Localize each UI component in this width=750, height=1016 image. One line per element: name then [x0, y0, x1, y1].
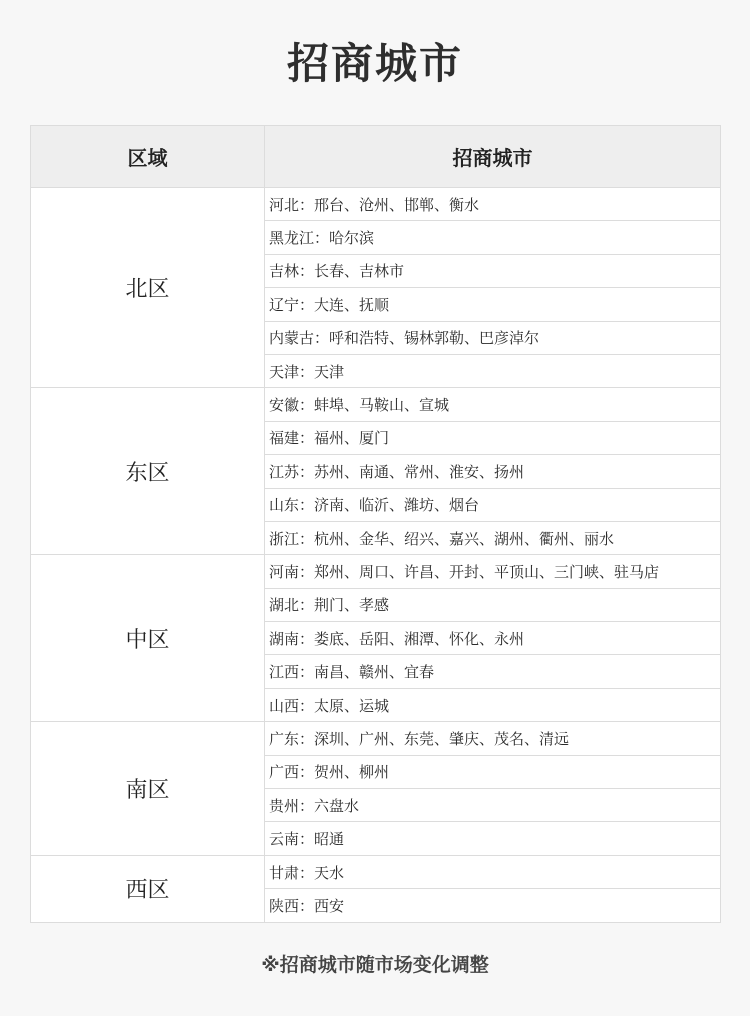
province-cities-cell: 江苏：苏州、南通、常州、淮安、扬州: [265, 455, 721, 488]
column-header-cities: 招商城市: [265, 126, 721, 188]
table-header-row: [31, 126, 721, 188]
province-cities-cell: 云南：昭通: [265, 822, 721, 855]
table-row: [31, 188, 721, 221]
province-cities-cell: 甘肃：天水: [265, 855, 721, 888]
province-cities-cell: 江西：南昌、赣州、宜春: [265, 655, 721, 688]
province-cities-cell: 广西：贺州、柳州: [265, 755, 721, 788]
page-title: 招商城市: [286, 39, 463, 88]
column-header-region: 区域: [31, 126, 265, 188]
province-cities-cell: 湖南：娄底、岳阳、湘潭、怀化、永州: [265, 622, 721, 655]
province-cities-cell: 黑龙江：哈尔滨: [265, 221, 721, 254]
table-row: [31, 388, 721, 421]
province-cities-cell: 吉林：长春、吉林市: [265, 254, 721, 287]
table-row: [31, 722, 721, 755]
province-cities-cell: 山西：太原、运城: [265, 688, 721, 721]
table-row: [31, 855, 721, 888]
region-cell: 西区: [31, 855, 265, 922]
cities-table: [30, 125, 721, 923]
province-cities-cell: 河南：郑州、周口、许昌、开封、平顶山、三门峡、驻马店: [265, 555, 721, 588]
province-cities-cell: 湖北：荆门、孝感: [265, 588, 721, 621]
province-cities-cell: 河北：邢台、沧州、邯郸、衡水: [265, 188, 721, 221]
province-cities-cell: 浙江：杭州、金华、绍兴、嘉兴、湖州、衢州、丽水: [265, 521, 721, 554]
province-cities-cell: 天津：天津: [265, 354, 721, 387]
table-body: [31, 188, 721, 923]
province-cities-cell: 安徽：蚌埠、马鞍山、宣城: [265, 388, 721, 421]
region-cell: 东区: [31, 388, 265, 555]
region-cell: 中区: [31, 555, 265, 722]
footnote: ※招商城市随市场变化调整: [261, 954, 489, 976]
province-cities-cell: 广东：深圳、广州、东莞、肇庆、茂名、清远: [265, 722, 721, 755]
region-cell: 北区: [31, 188, 265, 388]
region-cell: 南区: [31, 722, 265, 856]
province-cities-cell: 山东：济南、临沂、潍坊、烟台: [265, 488, 721, 521]
province-cities-cell: 贵州：六盘水: [265, 789, 721, 822]
table-row: [31, 555, 721, 588]
province-cities-cell: 辽宁：大连、抚顺: [265, 288, 721, 321]
province-cities-cell: 福建：福州、厦门: [265, 421, 721, 454]
province-cities-cell: 陕西：西安: [265, 889, 721, 922]
province-cities-cell: 内蒙古：呼和浩特、锡林郭勒、巴彦淖尔: [265, 321, 721, 354]
